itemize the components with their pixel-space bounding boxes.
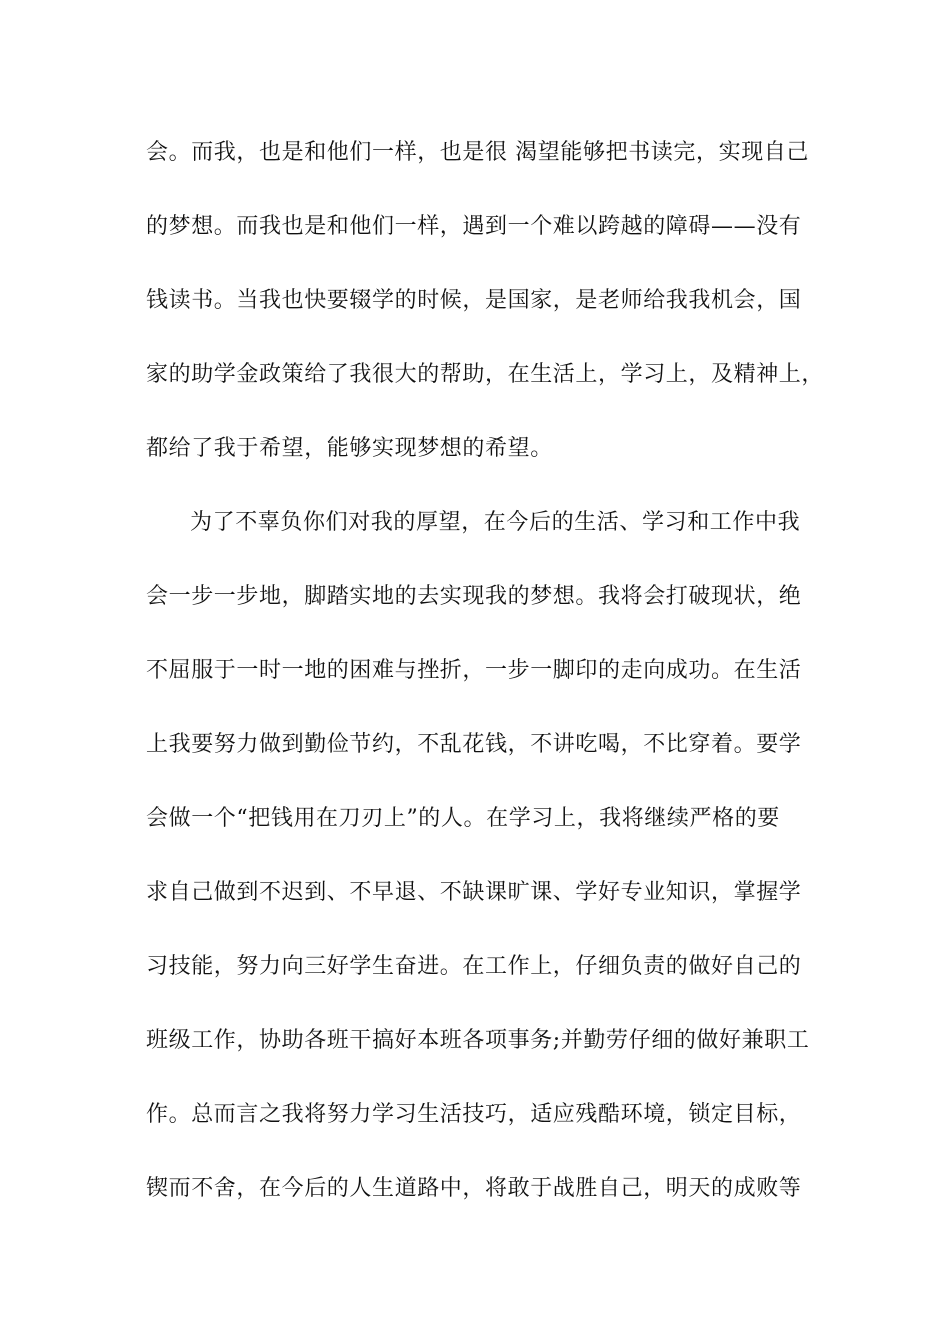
- paragraph-1-line-3: 钱读书。当我也快要辍学的时候，是国家，是老师给我我机会，国: [146, 288, 802, 313]
- paragraph-2-line-9: 作。总而言之我将努力学习生活技巧，适应残酷环境，锁定目标，: [146, 1102, 802, 1127]
- paragraph-2-line-3: 不屈服于一时一地的困难与挫折，一步一脚印的走向成功。在生活: [146, 658, 802, 683]
- paragraph-2-line-1: 为了不辜负你们对我的厚望，在今后的生活、学习和工作中我: [190, 510, 801, 535]
- paragraph-2-line-6: 求自己做到不迟到、不早退、不缺课旷课、学好专业知识，掌握学: [146, 880, 802, 905]
- paragraph-2-line-2: 会一步一步地，脚踏实地的去实现我的梦想。我将会打破现状，绝: [146, 584, 802, 609]
- paragraph-2-line-4: 上我要努力做到勤俭节约，不乱花钱，不讲吃喝，不比穿着。要学: [146, 732, 802, 757]
- paragraph-2-line-8: 班级工作，协助各班干搞好本班各项事务;并勤劳仔细的做好兼职工: [146, 1028, 810, 1053]
- paragraph-1-line-2: 的梦想。而我也是和他们一样，遇到一个难以跨越的障碍——没有: [146, 214, 802, 239]
- paragraph-2-line-5: 会做一个“把钱用在刀刃上”的人。在学习上，我将继续严格的要: [146, 806, 780, 831]
- paragraph-2-line-10: 锲而不舍，在今后的人生道路中，将敢于战胜自己，明天的成败等: [146, 1176, 802, 1201]
- paragraph-1-line-4: 家的助学金政策给了我很大的帮助，在生活上，学习上，及精神上，: [146, 362, 825, 387]
- paragraph-1-line-1: 会。而我，也是和他们一样，也是很 渴望能够把书读完，实现自己: [146, 140, 809, 165]
- document-body: [146, 133, 825, 1243]
- paragraph-1-line-5: 都给了我于希望，能够实现梦想的希望。: [146, 436, 553, 461]
- paragraph-2-line-7: 习技能，努力向三好学生奋进。在工作上，仔细负责的做好自己的: [146, 954, 802, 979]
